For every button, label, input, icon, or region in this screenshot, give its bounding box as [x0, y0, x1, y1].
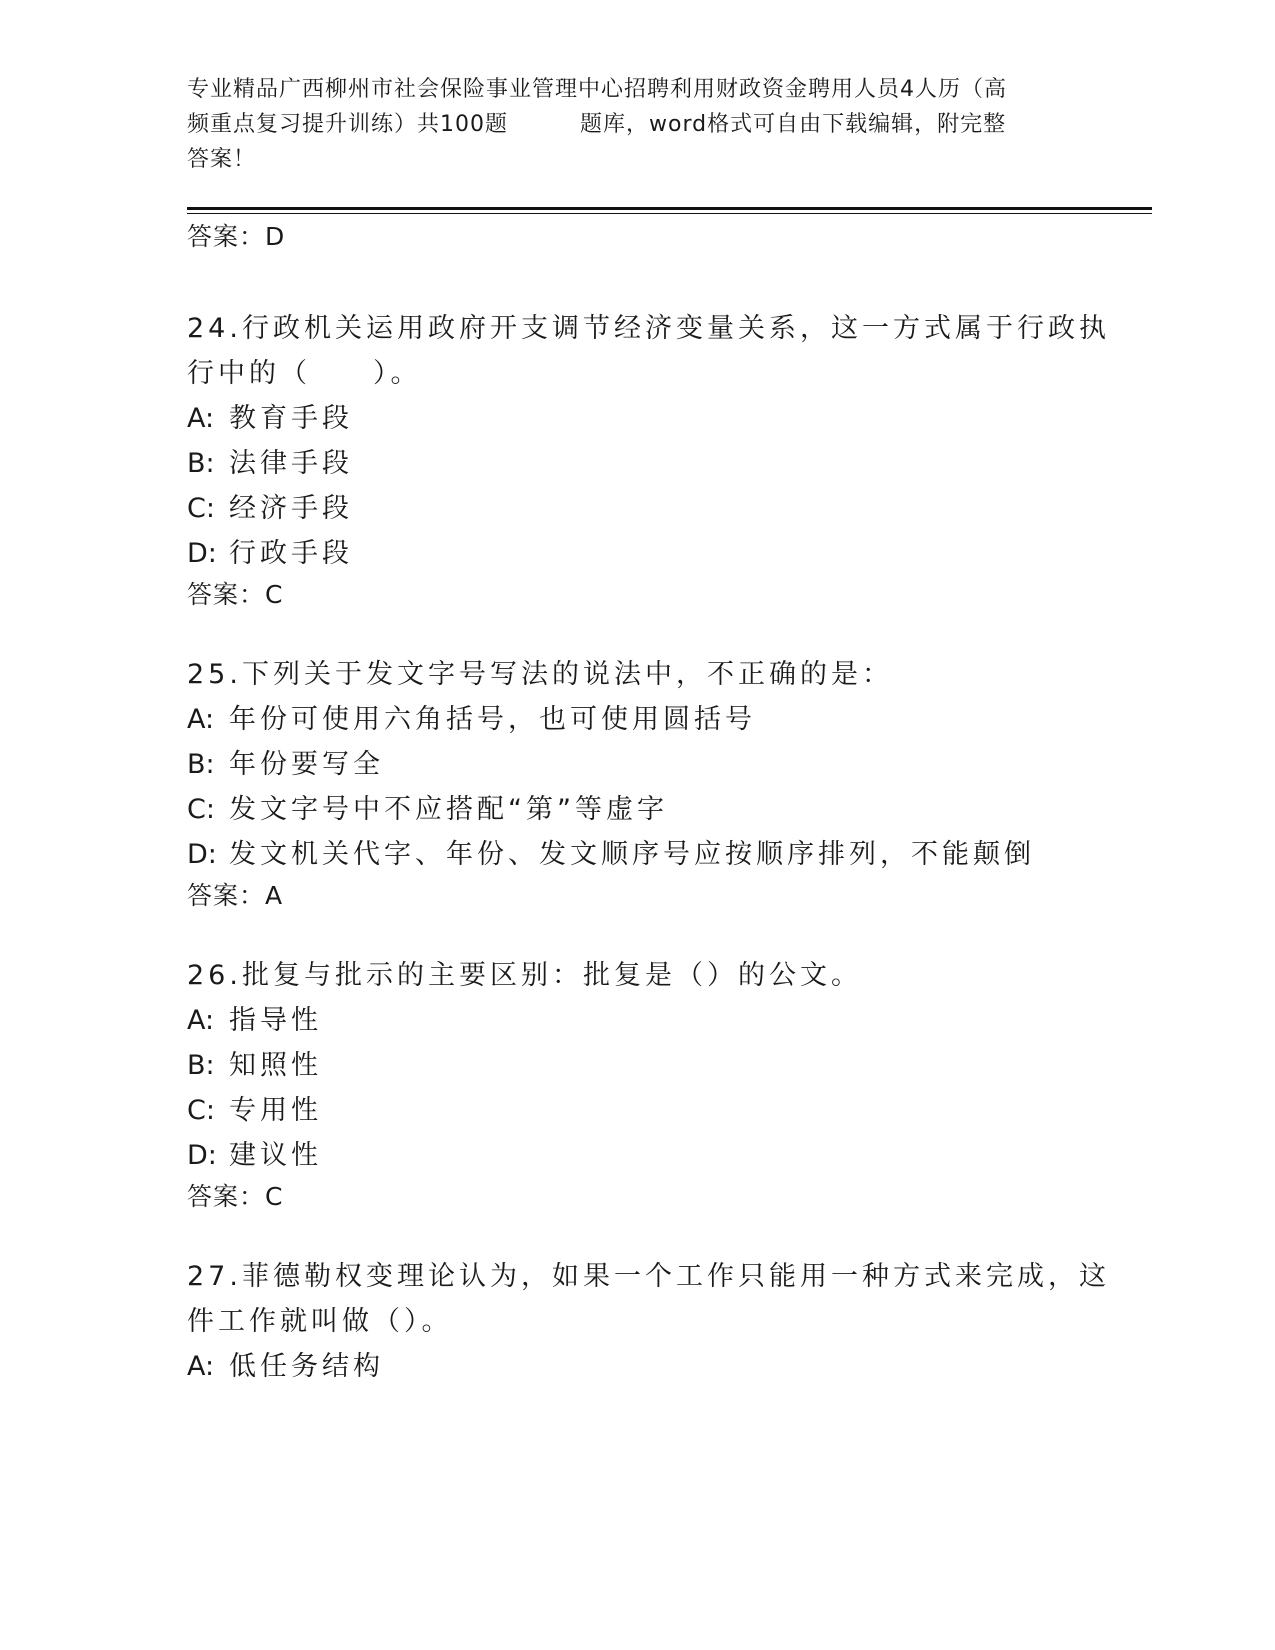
option-text: 年份可使用六角括号，也可使用圆括号	[229, 704, 756, 735]
question-list	[187, 220, 1137, 1389]
option-text: 知照性	[229, 1050, 322, 1081]
option-d	[187, 531, 1137, 576]
option-b	[187, 742, 1137, 787]
option-text: 专用性	[229, 1095, 322, 1126]
question-24	[187, 306, 1137, 612]
question-26	[187, 953, 1137, 1214]
header-line-3: 答案！	[187, 147, 257, 172]
option-letter: C:	[187, 1095, 215, 1126]
option-text: 教育手段	[229, 403, 353, 434]
option-b	[187, 441, 1137, 486]
option-letter: A:	[187, 403, 215, 434]
option-text: 经济手段	[229, 493, 353, 524]
option-letter: D:	[187, 538, 217, 569]
option-a	[187, 396, 1137, 441]
option-letter: A:	[187, 704, 215, 735]
answer-label: 答案：C	[187, 1182, 284, 1211]
header-line-2-left: 频重点复习提升训练）共100题	[187, 112, 508, 137]
option-d	[187, 1133, 1137, 1178]
option-text: 行政手段	[229, 538, 353, 569]
option-letter: B:	[187, 749, 215, 780]
answer-label: 答案：C	[187, 580, 284, 609]
option-a	[187, 1344, 1137, 1389]
option-text: 指导性	[229, 1005, 322, 1036]
option-text: 发文字号中不应搭配“第”等虚字	[229, 794, 668, 825]
option-d	[187, 832, 1137, 877]
option-text: 建议性	[229, 1140, 322, 1171]
option-a	[187, 697, 1137, 742]
option-letter: B:	[187, 1050, 215, 1081]
option-a	[187, 998, 1137, 1043]
header-divider-thick	[187, 207, 1152, 210]
answer-label: 答案：A	[187, 881, 284, 910]
option-letter: C:	[187, 493, 215, 524]
option-letter: D:	[187, 1140, 217, 1171]
question-stem: 24.行政机关运用政府开支调节经济变量关系，这一方式属于行政执行中的（ ）。	[187, 313, 1110, 389]
option-letter: A:	[187, 1351, 215, 1382]
option-text: 发文机关代字、年份、发文顺序号应按顺序排列，不能颠倒	[229, 839, 1035, 870]
option-letter: B:	[187, 448, 215, 479]
question-27	[187, 1254, 1137, 1389]
previous-answer: 答案：D	[187, 222, 286, 251]
option-b	[187, 1043, 1137, 1088]
option-letter: A:	[187, 1005, 215, 1036]
header-line-1: 专业精品广西柳州市社会保险事业管理中心招聘利用财政资金聘用人员4人历（高	[187, 77, 1007, 102]
header-line-2-right: 题库，word格式可自由下载编辑，附完整	[580, 112, 1007, 137]
option-text: 法律手段	[229, 448, 353, 479]
option-letter: C:	[187, 794, 215, 825]
question-stem: 26.批复与批示的主要区别：批复是（）的公文。	[187, 960, 862, 991]
option-c	[187, 486, 1137, 531]
header-line-2	[187, 107, 1087, 142]
document-header	[187, 72, 1087, 177]
option-c	[187, 1088, 1137, 1133]
option-c	[187, 787, 1137, 832]
option-letter: D:	[187, 839, 217, 870]
question-stem: 27.菲德勒权变理论认为，如果一个工作只能用一种方式来完成，这件工作就叫做（）。	[187, 1261, 1110, 1337]
option-text: 低任务结构	[229, 1351, 384, 1382]
header-divider-thin	[187, 213, 1152, 214]
question-25	[187, 652, 1137, 913]
question-stem: 25.下列关于发文字号写法的说法中，不正确的是：	[187, 659, 893, 690]
option-text: 年份要写全	[229, 749, 384, 780]
